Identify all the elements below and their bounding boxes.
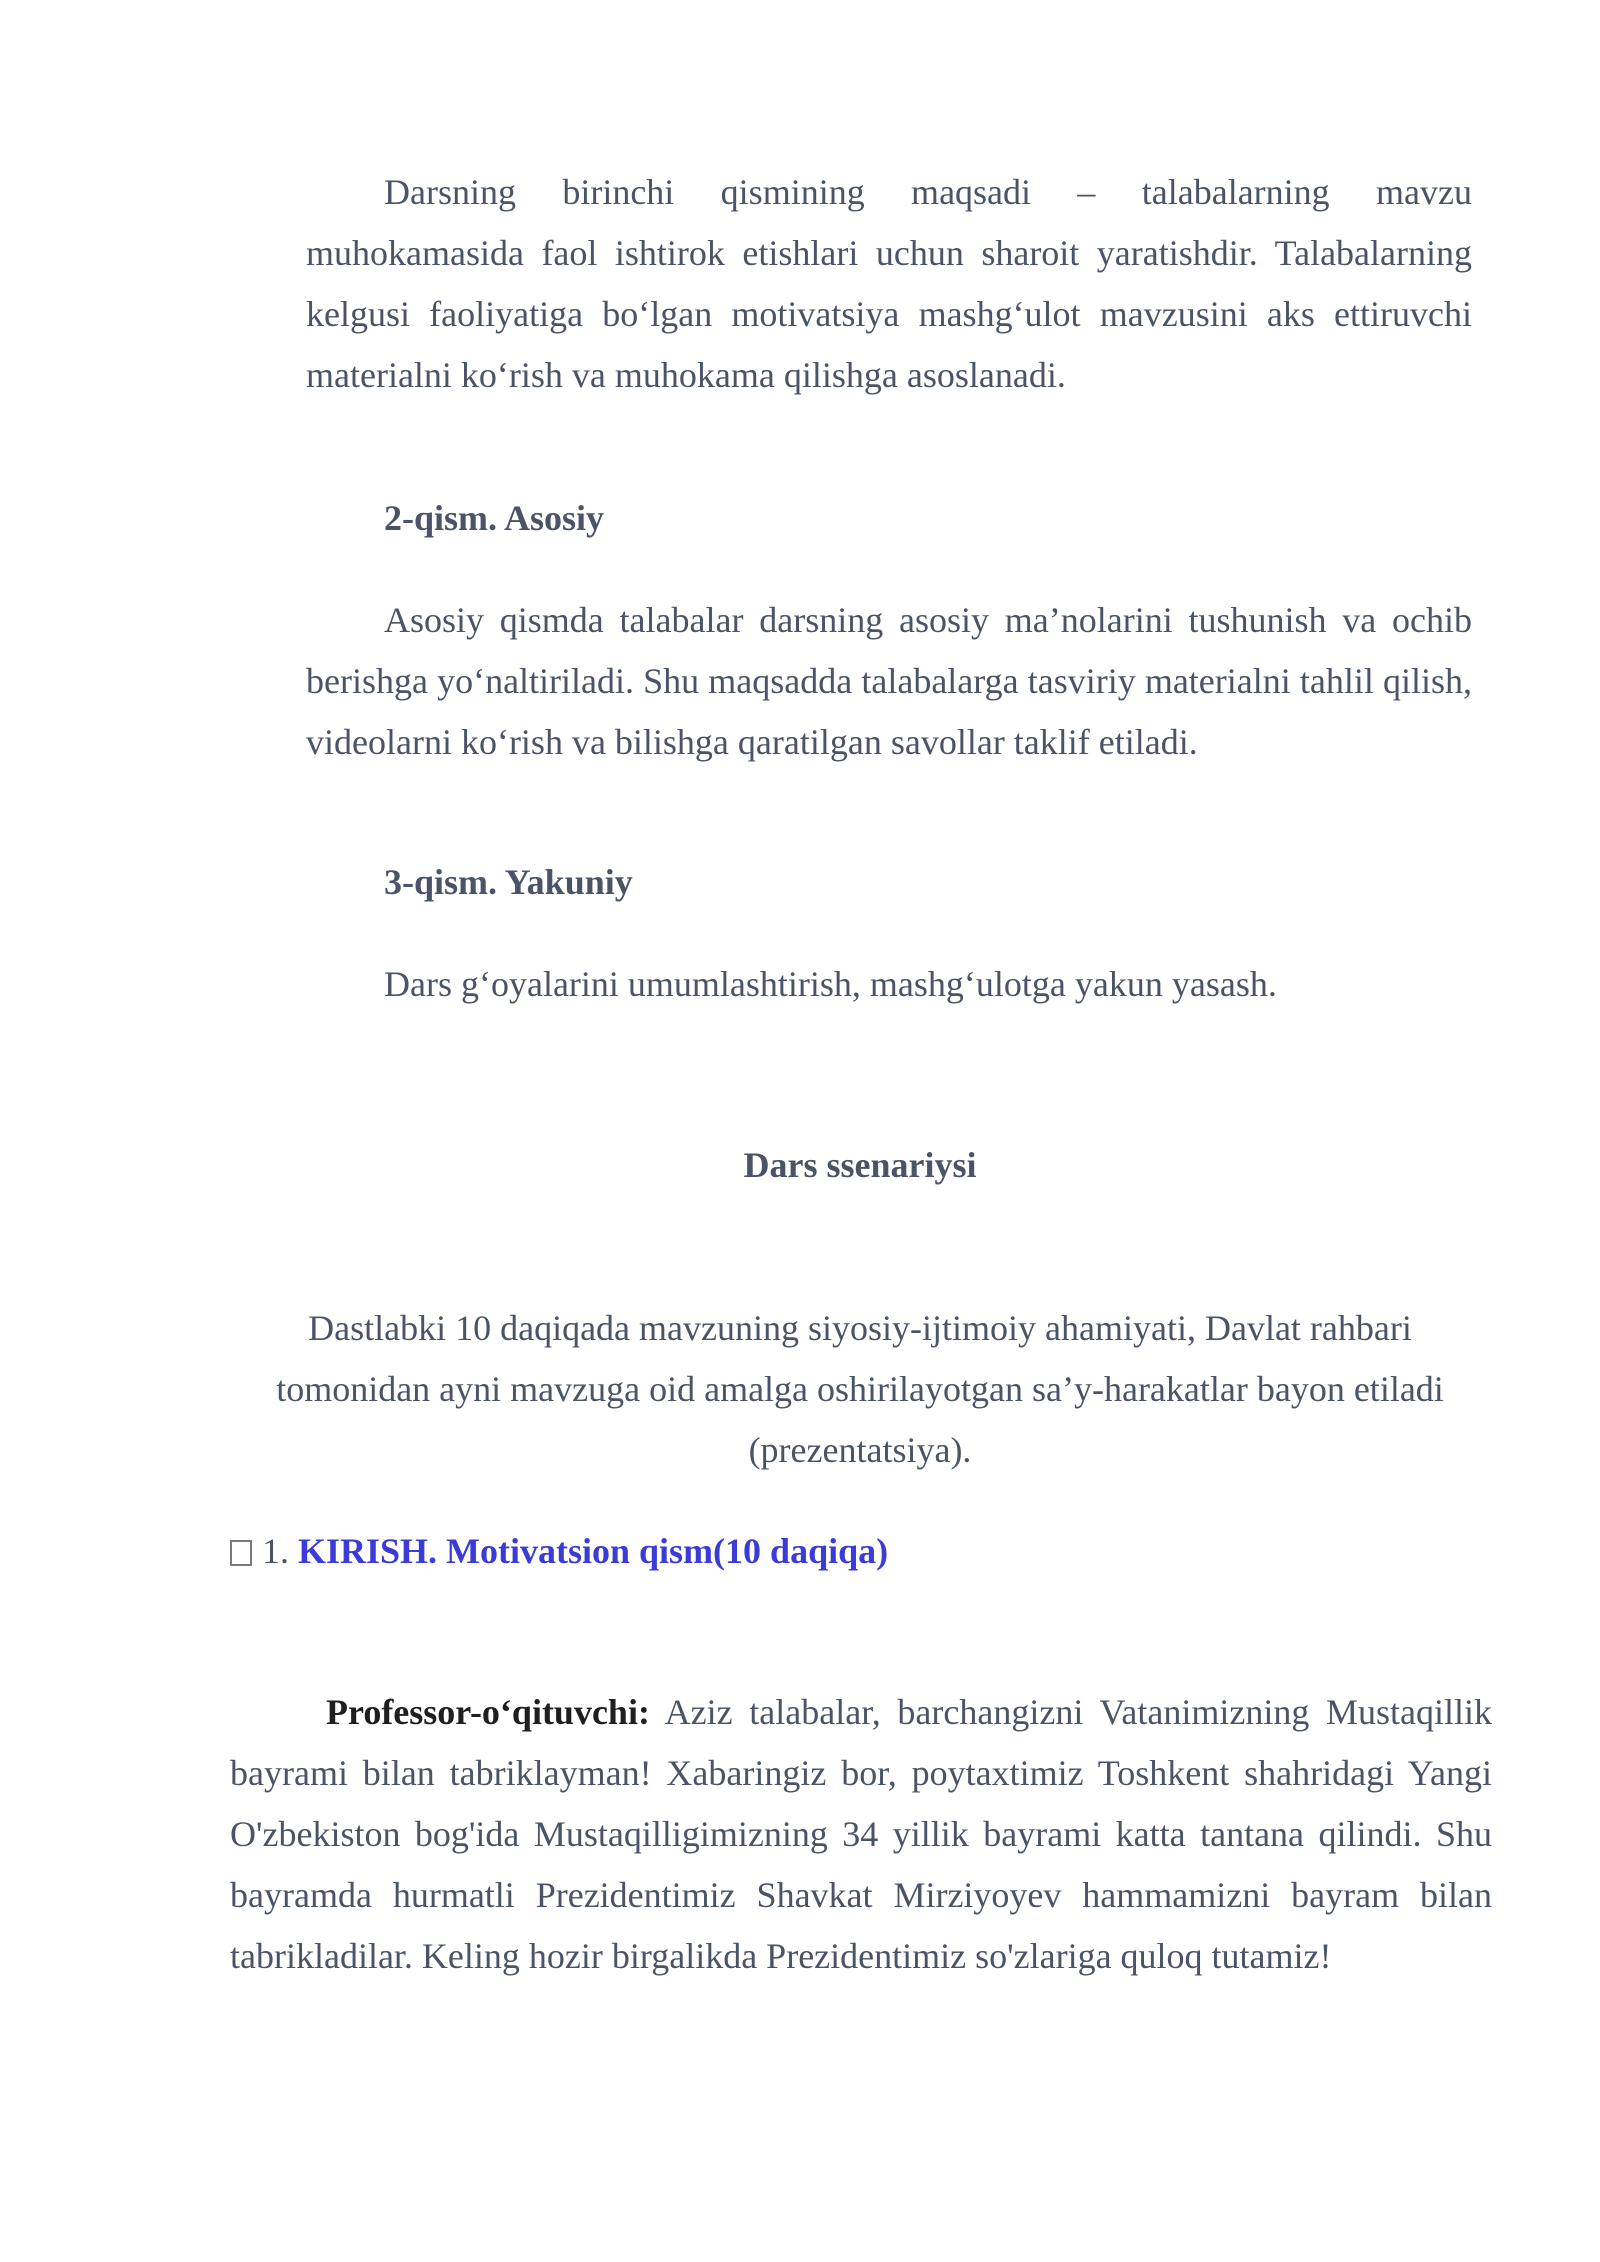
scenario-intro: Dastlabki 10 daqiqada mavzuning siyosiy-ijtimoiy ahamiyati, Davlat rahbari tomonidan ayni mavzuga oid amalga oshirilayotgan sa’y-harakatlar bayon etiladi (prezentatsiya).: [276, 1308, 1444, 1470]
section3-paragraph: Dars g‘oyalarini umumlashtirish, mashg‘ulotga yakun yasash.: [384, 964, 1277, 1004]
kirish-title: KIRISH. Motivatsion qism(10 daqiqa): [298, 1531, 889, 1571]
scenario-title: Dars ssenariysi: [743, 1145, 977, 1185]
dialogue-text: Aziz talabalar, barchangizni Vatanimizning Mustaqillik bayrami bilan tabriklayman! Xabaringiz bor, poytaxtimiz Toshkent shahridagi Yangi O'zbekiston bog'ida Mustaqilligimizning 34 yillik bayrami katta tantana qilindi. Shu bayramda hurmatli Prezidentimiz Shavkat Mirziyoyev hammamizni bayram bilan tabrikladilar. Keling hozir birgalikda Prezidentimiz so'zlariga quloq tutamiz!: [230, 1692, 1493, 1976]
section1-paragraph: Darsning birinchi qismining maqsadi – talabalarning mavzu muhokamasida faol ishtirok etishlari uchun sharoit yaratishdir. Talabalarning kelgusi faoliyatiga bo‘lgan motivatsiya mashg‘ulot mavzusini aks ettiruvchi materialni ko‘rish va muhokama qilishga asoslanadi.: [306, 172, 1472, 395]
dialogue-paragraph: [230, 1682, 1492, 1987]
kirish-line: [230, 1521, 888, 1582]
section2-paragraph: Asosiy qismda talabalar darsning asosiy ma’nolarini tushunish va ochib berishga yo‘naltiriladi. Shu maqsadda talabalarga tasviriy materialni tahlil qilish, videolarni ko‘rish va bilishga qaratilgan savollar taklif etiladi.: [306, 600, 1472, 762]
missing-glyph-icon: [230, 1540, 252, 1566]
kirish-number: 1.: [262, 1531, 289, 1571]
section2-heading: 2-qism. Asosiy: [384, 498, 605, 538]
speaker-label: Professor-o‘qituvchi:: [326, 1692, 650, 1732]
section3-heading: 3-qism. Yakuniy: [384, 862, 633, 902]
